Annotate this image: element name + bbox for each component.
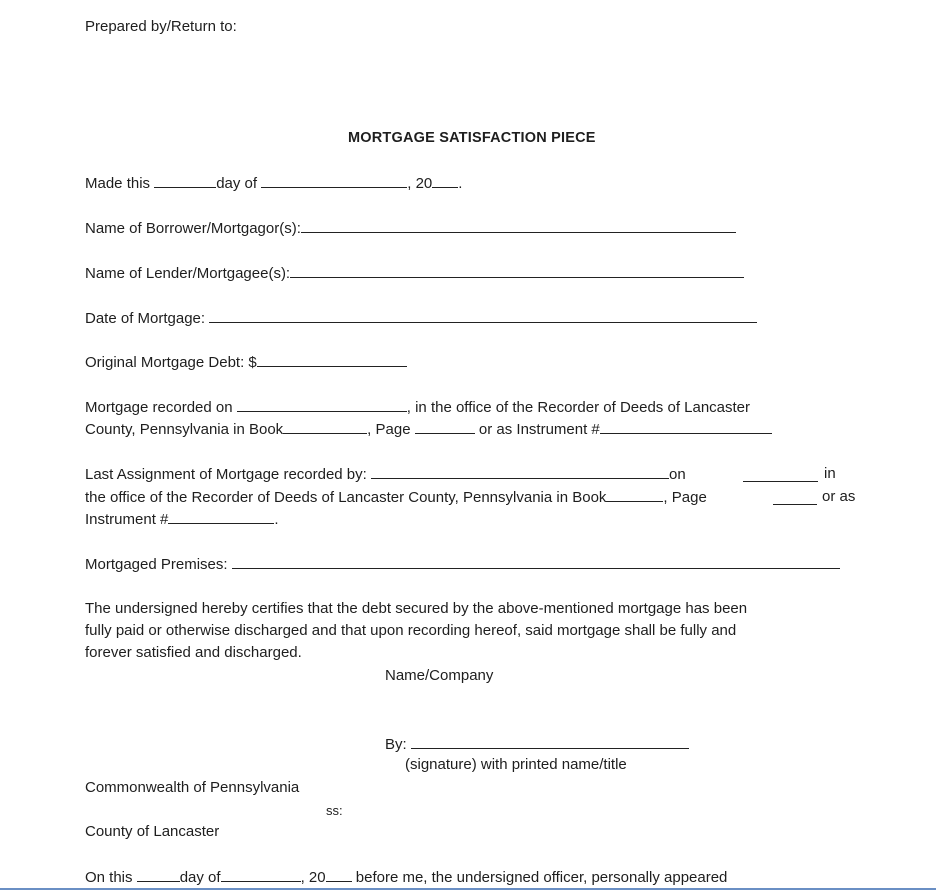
day-blank[interactable] (154, 173, 216, 188)
original-debt-label: Original Mortgage Debt: $ (85, 354, 257, 371)
lender-label: Name of Lender/Mortgagee(s): (85, 265, 291, 282)
premises-line (85, 554, 840, 575)
certification-line-3: forever satisfied and discharged. (85, 644, 302, 661)
day-of-text: day of (216, 175, 262, 192)
notary-day-field[interactable] (137, 867, 180, 882)
assignment-office-text: the office of the Recorder of Deeds of Lancaster County, Pennsylvania in Book (85, 489, 607, 506)
assignment-in-text: in (824, 465, 836, 482)
notary-year-prefix: , 20 (300, 869, 326, 886)
book-field[interactable] (283, 419, 367, 434)
page-label: , Page (367, 421, 415, 438)
original-debt-field[interactable] (257, 352, 407, 367)
original-debt-line (85, 352, 407, 373)
instrument-field[interactable] (600, 419, 772, 434)
assignment-line-3 (85, 509, 279, 530)
assignment-label: Last Assignment of Mortgage recorded by: (85, 466, 371, 483)
ss-label: ss: (326, 803, 343, 818)
certification-line-1: The undersigned hereby certifies that the debt secured by the above-mentioned mortgage has been (85, 600, 748, 617)
recorder-office-text: , in the office of the Recorder of Deeds of Lancaster (406, 399, 751, 416)
assignment-page-field[interactable] (773, 490, 817, 505)
borrower-label: Name of Borrower/Mortgagor(s): (85, 220, 301, 237)
assignment-or-as-text: or as (822, 488, 856, 505)
assignment-by-field[interactable] (371, 464, 669, 479)
year-blank[interactable] (432, 173, 458, 188)
county-label: County of Lancaster (85, 823, 220, 840)
before-me-text: before me, the undersigned officer, personally appeared (351, 869, 728, 886)
signature-caption: (signature) with printed name/title (405, 756, 627, 773)
assignment-line-1 (85, 464, 686, 485)
assignment-instrument-label: Instrument # (85, 511, 169, 528)
notary-day-of-text: day of (179, 869, 221, 886)
borrower-line (85, 218, 736, 239)
assignment-book-field[interactable] (606, 487, 663, 502)
notary-month-field[interactable] (221, 867, 301, 882)
recorded-date-field[interactable] (237, 397, 407, 412)
notary-line (85, 867, 727, 888)
assignment-instrument-field[interactable] (168, 509, 274, 524)
lender-field[interactable] (290, 263, 744, 278)
premises-field[interactable] (232, 554, 840, 569)
signature-field[interactable] (411, 734, 689, 749)
date-of-mortgage-label: Date of Mortgage: (85, 310, 210, 327)
instrument-label: or as Instrument # (474, 421, 600, 438)
book-label: County, Pennsylvania in Book (85, 421, 284, 438)
recorded-line-1 (85, 397, 750, 418)
assignment-page-label: , Page (663, 489, 707, 506)
premises-label: Mortgaged Premises: (85, 556, 232, 573)
name-company-label: Name/Company (385, 667, 494, 684)
made-this-text: Made this (85, 175, 155, 192)
assignment-date-field[interactable] (743, 467, 818, 482)
signature-by-line (385, 734, 689, 755)
certification-line-2: fully paid or otherwise discharged and that upon recording hereof, said mortgage shall be fully and (85, 622, 737, 639)
year-prefix-text: , 20 (407, 175, 433, 192)
made-this-line (85, 173, 462, 194)
date-of-mortgage-field[interactable] (209, 308, 757, 323)
recorded-line-2 (85, 419, 772, 440)
on-this-text: On this (85, 869, 137, 886)
assignment-line-2 (85, 487, 707, 508)
lender-line (85, 263, 744, 284)
commonwealth-label: Commonwealth of Pennsylvania (85, 779, 300, 796)
document-title: MORTGAGE SATISFACTION PIECE (348, 130, 596, 146)
assignment-period: . (274, 511, 279, 528)
prepared-by-label: Prepared by/Return to: (85, 18, 237, 35)
month-blank[interactable] (261, 173, 407, 188)
notary-year-field[interactable] (326, 867, 352, 882)
period-text: . (458, 175, 463, 192)
date-of-mortgage-line (85, 308, 757, 329)
page-field[interactable] (415, 419, 475, 434)
assignment-on-text: on (669, 466, 686, 483)
by-label: By: (385, 736, 411, 753)
borrower-field[interactable] (301, 218, 736, 233)
recorded-on-text: Mortgage recorded on (85, 399, 237, 416)
